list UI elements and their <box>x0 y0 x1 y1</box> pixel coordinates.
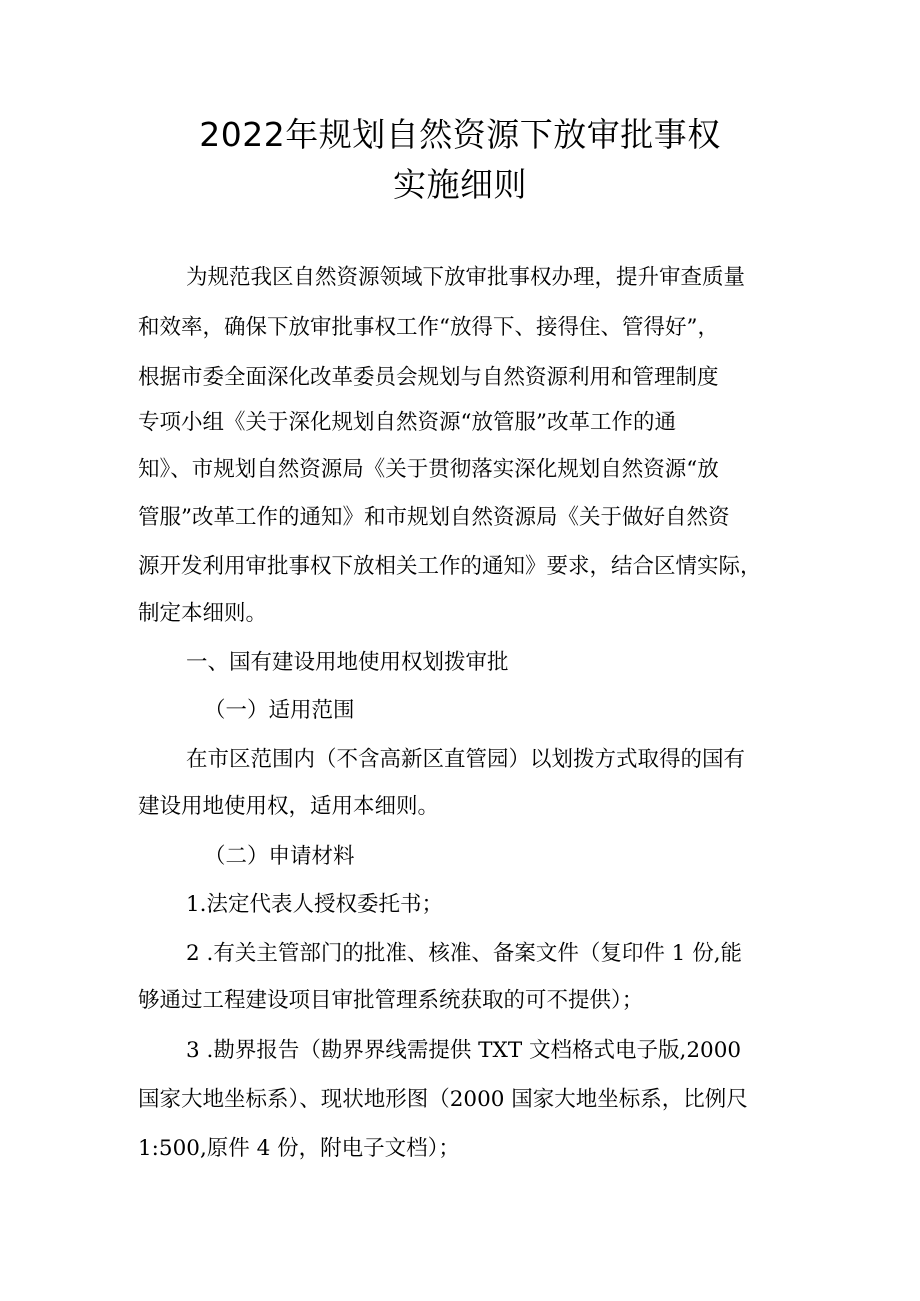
paragraph-line: 专项小组《关于深化规划自然资源“放管服”改革工作的通 <box>138 410 676 435</box>
section-heading: 一、国有建设用地使用权划拨审批 <box>186 650 509 675</box>
list-item-continuation: 1:500,原件 4 份，附电子文档）； <box>138 1136 460 1161</box>
list-item: 1.法定代表人授权委托书； <box>186 892 444 917</box>
paragraph-line: 为规范我区自然资源领域下放审批事权办理，提升审查质量 <box>186 265 746 290</box>
paragraph-line: 知》、市规划自然资源局《关于贯彻落实深化规划自然资源“放 <box>138 457 719 482</box>
list-item-continuation: 国家大地坐标系）、现状地形图（2000 国家大地坐标系，比例尺 <box>138 1087 748 1112</box>
document-title-line-1: 2022年规划自然资源下放审批事权 <box>199 115 721 154</box>
paragraph-line: 建设用地使用权，适用本细则。 <box>138 794 440 819</box>
subsection-heading: （一）适用范围 <box>204 698 355 723</box>
document-title-line-2: 实施细则 <box>393 165 527 204</box>
paragraph-line: 根据市委全面深化改革委员会规划与自然资源利用和管理制度 <box>138 365 719 390</box>
paragraph-line: 管服”改革工作的通知》和市规划自然资源局《关于做好自然资 <box>138 505 730 530</box>
list-item-continuation: 够通过工程建设项目审批管理系统获取的可不提供）； <box>138 988 644 1013</box>
list-item: 3 .勘界报告（勘界界线需提供 TXT 文档格式电子版,2000 <box>186 1038 742 1063</box>
paragraph-line: 和效率，确保下放审批事权工作“放得下、接得住、管得好”， <box>138 315 719 340</box>
list-item: 2 .有关主管部门的批准、核准、备案文件（复印件 1 份,能 <box>186 941 743 966</box>
paragraph-line: 在市区范围内（不含高新区直管园）以划拨方式取得的国有 <box>186 747 746 772</box>
subsection-heading: （二）申请材料 <box>204 844 355 869</box>
paragraph-line: 制定本细则。 <box>138 601 268 626</box>
paragraph-line: 源开发利用审批事权下放相关工作的通知》要求，结合区情实际， <box>138 554 762 579</box>
